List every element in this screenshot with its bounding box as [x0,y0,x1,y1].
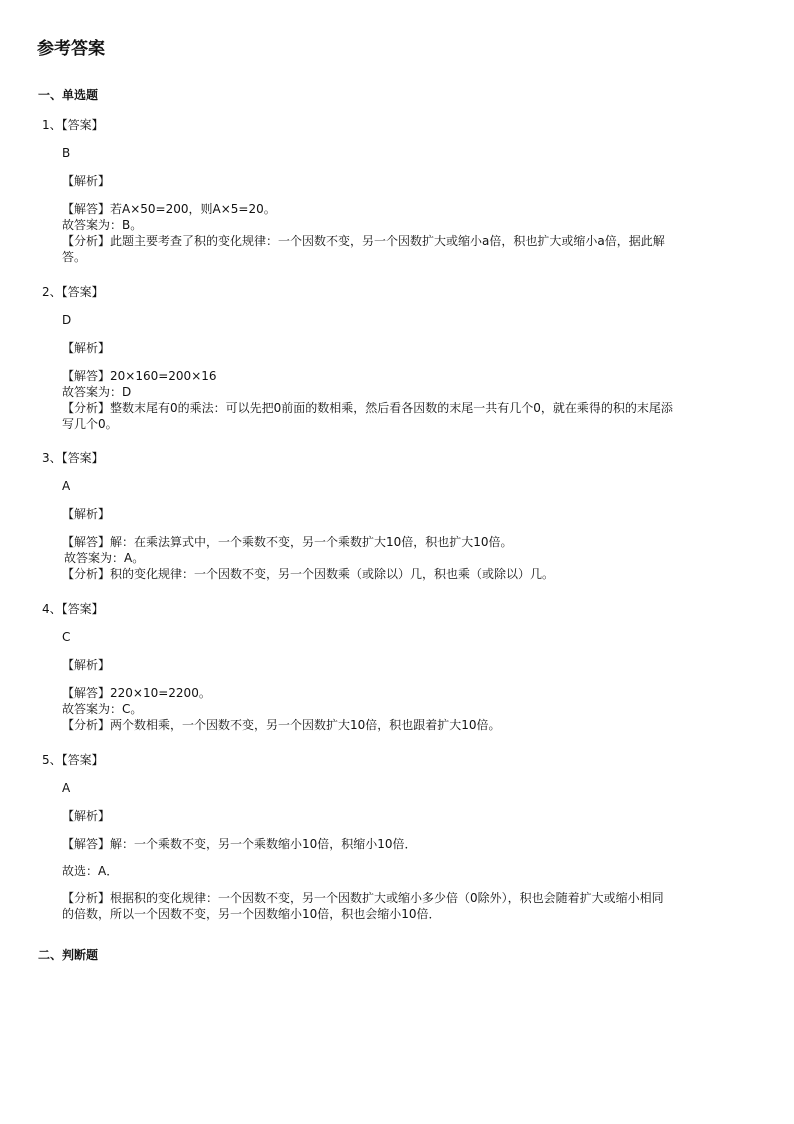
analysis-body [62,685,712,733]
section-heading-true-false: 二、判断题 [38,948,99,962]
answer-label: 【答案】 [61,753,104,767]
analysis-line: 故答案为：C。 [62,702,143,716]
answer-value: B [62,146,71,160]
question-header [42,450,104,466]
analysis-body [62,201,712,265]
answer-label: 【答案】 [61,602,104,616]
question-header [42,284,104,300]
analysis-line: 【解答】解：在乘法算式中，一个乘数不变，另一个乘数扩大10倍，积也扩大10倍。 [62,535,513,549]
analysis-line: 【分析】整数末尾有0的乘法：可以先把0前面的数相乘，然后看各因数的末尾一共有几个0，就在乘得的积的末尾添 [62,401,673,415]
analysis-line: 【分析】两个数相乘，一个因数不变，另一个因数扩大10倍，积也跟着扩大10倍。 [62,718,501,732]
analysis-label: 【解析】 [62,809,111,823]
page-title: 参考答案 [37,39,105,59]
question-header [42,752,104,768]
answer-value: D [62,313,72,327]
analysis-line: 故答案为：A。 [64,551,145,565]
analysis-line: 【解答】20×160=200×16 [62,369,217,383]
answer-label: 【答案】 [61,118,104,132]
question-number: 4、 [42,602,62,616]
question-number: 1、 [42,118,62,132]
analysis-label: 【解析】 [62,174,111,188]
question-header [42,117,104,133]
analysis-body [62,368,712,432]
answer-value: A [62,479,71,493]
question-number: 5、 [42,753,62,767]
answer-label: 【答案】 [61,285,104,299]
answer-value: A [62,781,71,795]
question-header [42,601,104,617]
analysis-label: 【解析】 [62,507,111,521]
analysis-line: 【解答】解：一个乘数不变，另一个乘数缩小10倍，积缩小10倍． [62,837,417,851]
answer-label: 【答案】 [61,451,104,465]
analysis-line: 【分析】根据积的变化规律：一个因数不变，另一个因数扩大或缩小多少倍（0除外），积也会随着扩大或缩小相同 [62,891,664,905]
analysis-line: 【解答】220×10=2200。 [62,686,211,700]
analysis-body [62,534,712,582]
analysis-line: 故选：A． [62,864,119,878]
analysis-line: 的倍数，所以一个因数不变，另一个因数缩小10倍，积也会缩小10倍． [62,907,441,921]
analysis-line: 【分析】积的变化规律：一个因数不变，另一个因数乘（或除以）几，积也乘（或除以）几。 [62,567,555,581]
analysis-body [62,836,712,922]
analysis-line: 【分析】此题主要考查了积的变化规律：一个因数不变，另一个因数扩大或缩小a倍，积也扩大或缩小a倍，据此解 [62,234,665,248]
analysis-label: 【解析】 [62,658,111,672]
analysis-line: 故答案为：B。 [62,218,143,232]
question-number: 2、 [42,285,62,299]
answer-value: C [62,630,71,644]
analysis-line: 写几个0。 [62,417,118,431]
analysis-line: 故答案为：D [62,385,132,399]
analysis-line: 答。 [62,250,87,264]
question-number: 3、 [42,451,62,465]
analysis-line: 【解答】若A×50=200，则A×5=20。 [62,202,276,216]
analysis-label: 【解析】 [62,341,111,355]
section-heading-single-choice: 一、单选题 [38,88,99,102]
